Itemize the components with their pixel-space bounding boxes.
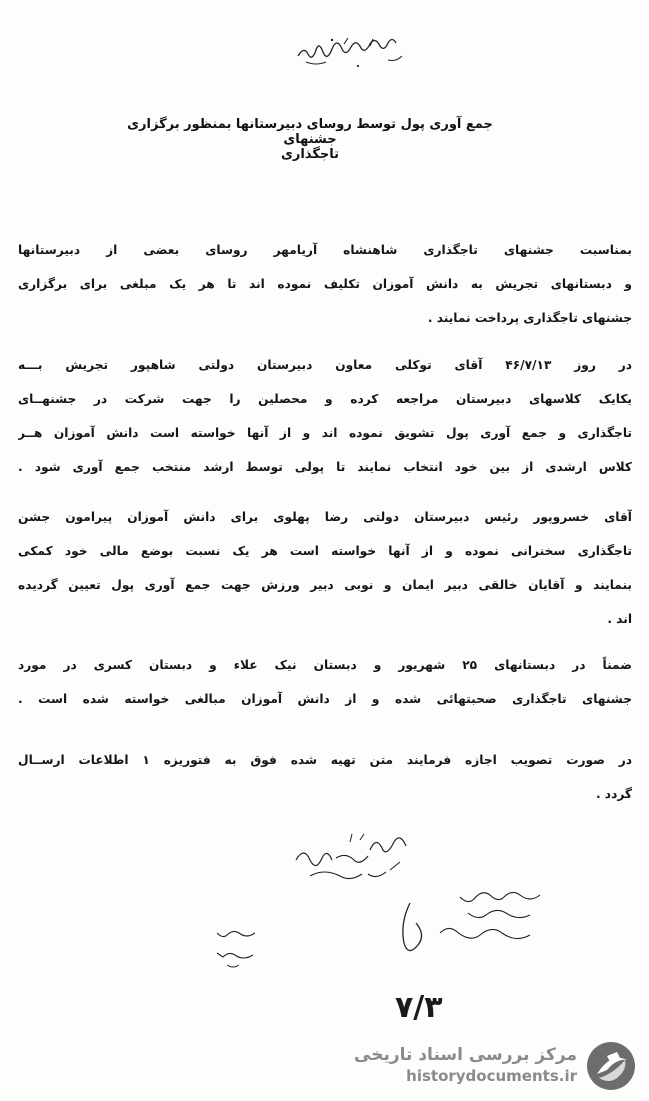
paragraph-1 (18, 233, 632, 335)
paragraph-line: گردد . (595, 787, 632, 801)
paragraph-line: در روز ۴۶/۷/۱۳ آقای توکلی معاون دبیرستان دولتی شاهپور تجریش بـــه (18, 358, 632, 372)
paragraph-line: تاجگذاری و جمع آوری پول تشویق نموده اند و از آنها خواسته است دانش آموزان هــر (18, 426, 632, 440)
footer-watermark-text (354, 1044, 577, 1086)
paragraph-line: و دبستانهای تجریش به دانش آموزان تکلیف نموده اند تا هر یک مبلغی برای برگزاری (18, 277, 632, 291)
paragraph-line: ضمناً در دبستانهای ۲۵ شهریور و دبستان نیک علاء و دبستان کسری در مورد (18, 658, 632, 672)
paragraph-line: یکایک کلاسهای دبیرستان مراجعه کرده و محصلین را جهت شرکت در جشنهــای (18, 392, 632, 406)
paragraph-5 (18, 743, 632, 811)
footer-website[interactable]: historydocuments.ir (406, 1067, 577, 1085)
handwritten-signature-main (290, 830, 420, 890)
paragraph-line: جشنهای تاجگذاری پرداخت نمایند . (427, 311, 632, 325)
paragraph-line: بنمایند و آقایان خالقی دبیر ایمان و نوبی دبیر ورزش جهت جمع آوری پول تعیین گردیده (18, 578, 632, 592)
paragraph-line: بمناسبت جشنهای تاجگذاری شاهنشاه آریامهر روسای بعضی از دبیرستانها (18, 243, 632, 257)
paragraph-3 (18, 500, 632, 636)
footer-org-name: مرکز بررسی اسناد تاریخی (354, 1045, 577, 1065)
document-title-line-2: تاجگذاری (280, 147, 340, 162)
paragraph-line: آقای خسروپور رئیس دبیرستان دولتی رضا پهلوی برای دانش آموزان پیرامون جشن (18, 510, 632, 524)
page-mark: ۷/۳ (395, 990, 443, 1025)
paragraph-line: تاجگذاری سخنرانی نموده و از آنها خواسته است هر یک نسبت بوضع مالی خود کمکی (18, 544, 632, 558)
handwritten-signature-secondary (380, 885, 550, 965)
paragraph-line: کلاس ارشدی از بین خود انتخاب نمایند تا پولی توسط ارشد منتخب جمع آوری شود . (18, 460, 632, 474)
paragraph-4 (18, 648, 632, 716)
paragraph-line: جشنهای تاجگذاری صحبتهائی شده و از دانش آموزان مبالغی خواسته شده است . (18, 692, 632, 706)
paragraph-line: در صورت تصویب اجازه فرمایند متن تهیه شده فوق به فتوریزه ۱ اطلاعات ارســال (18, 753, 632, 767)
paragraph-2 (18, 348, 632, 484)
handwritten-top-note (292, 32, 412, 72)
handwritten-margin-note (205, 925, 265, 975)
archive-logo-icon (585, 1040, 637, 1092)
paragraph-line: اند . (607, 612, 632, 626)
document-title-line-1: جمع آوری پول توسط روسای دبیرستانها بمنظور برگزاری جشنهای (127, 117, 493, 147)
